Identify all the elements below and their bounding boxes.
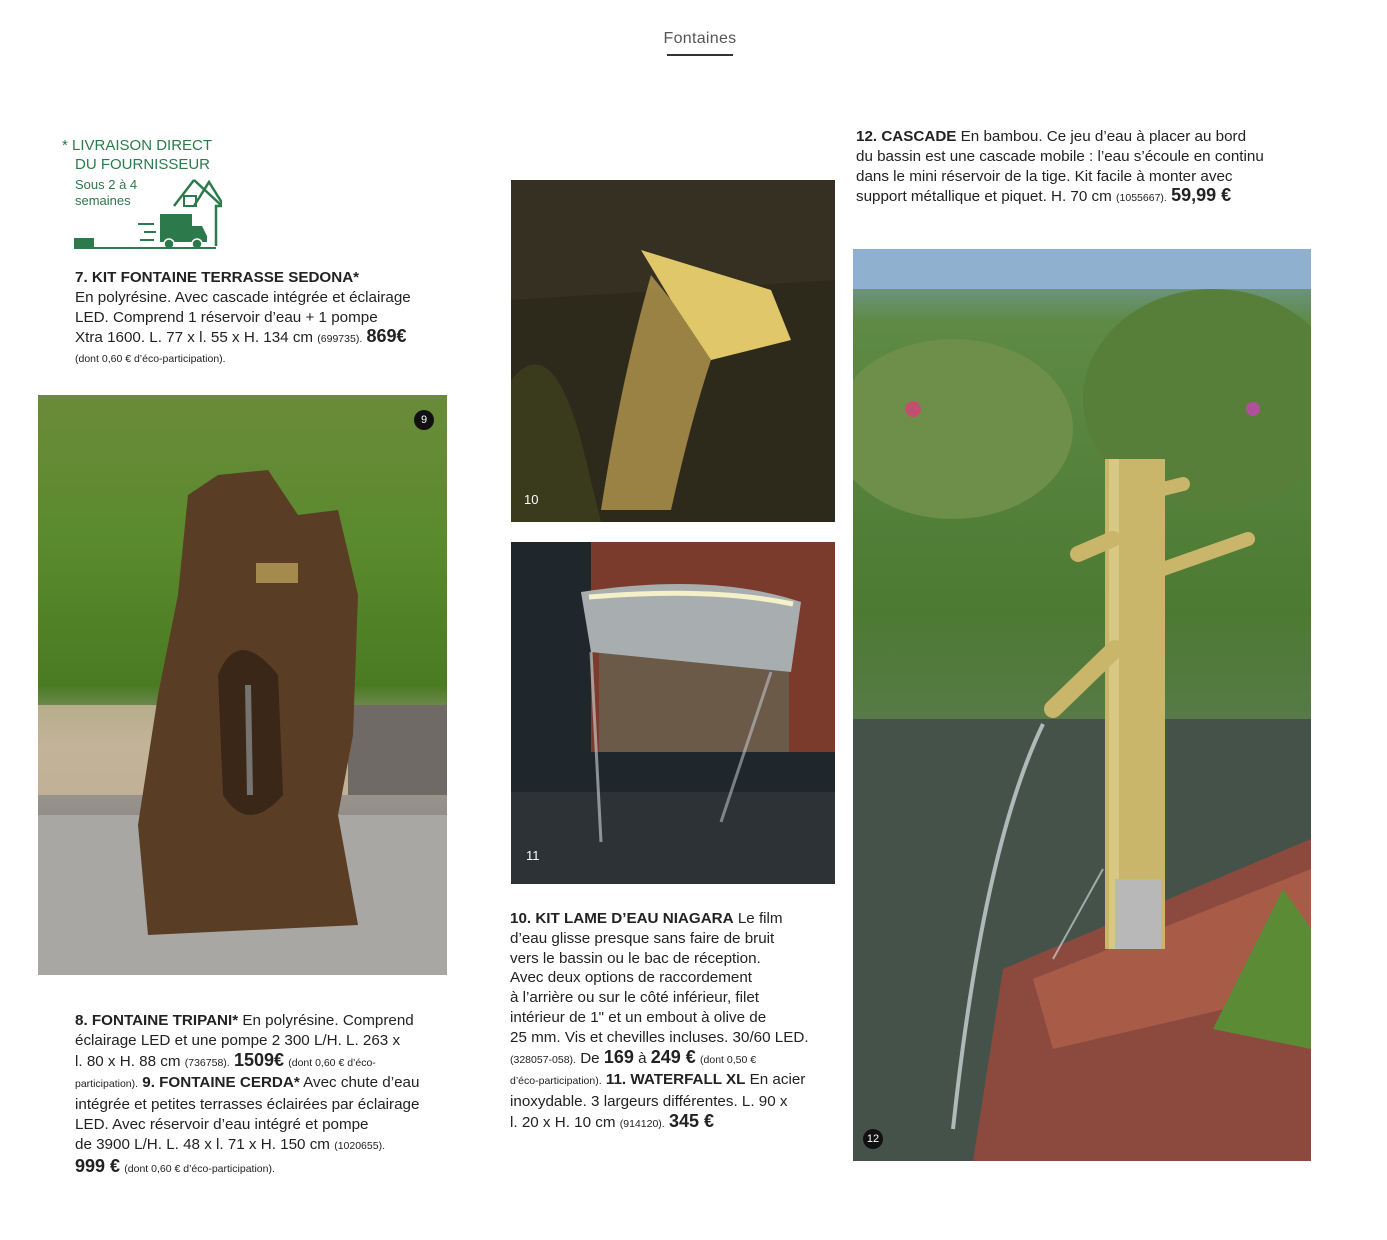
- product-10-price-to: 249 €: [650, 1046, 696, 1067]
- product-8-description: [75, 1011, 475, 1179]
- product-9-ref: (1020655).: [334, 1139, 385, 1152]
- product-12-title: 12. CASCADE: [856, 128, 957, 145]
- photo-number-badge: 12: [863, 1129, 883, 1149]
- product-9-price: 999 €: [75, 1155, 121, 1176]
- product-8-line: éclairage LED et une pompe 2 300 L/H. L. 263 x: [75, 1031, 401, 1049]
- product-8-ref: (736758).: [184, 1056, 230, 1069]
- product-10-line: Le film: [733, 910, 783, 927]
- product-9-line: de 3900 L/H. L. 48 x l. 71 x H. 150 cm: [75, 1135, 330, 1153]
- product-10-line: Avec deux options de raccordement: [510, 969, 753, 987]
- product-12-description: [856, 127, 1296, 209]
- product-8-title: 8. FONTAINE TRIPANI*: [75, 1012, 239, 1029]
- product-7-line: Xtra 1600. L. 77 x l. 55 x H. 134 cm: [75, 329, 314, 347]
- product-11-line: l. 20 x H. 10 cm: [510, 1113, 616, 1131]
- product-12-ref: (1055667).: [1116, 192, 1167, 205]
- product-8-price: 1509€: [233, 1049, 284, 1070]
- photo-11: [511, 542, 835, 884]
- product-10-description: [510, 909, 840, 1135]
- product-10-ref: (328057-058).: [510, 1053, 576, 1066]
- product-7-price: 869€: [366, 326, 407, 347]
- product-11-line: En acier: [745, 1071, 806, 1089]
- product-11-title: 11. WATERFALL XL: [605, 1071, 746, 1089]
- product-7-line: En polyrésine. Avec cascade intégrée et éclairage: [75, 288, 411, 306]
- product-7-ref: (699735).: [317, 333, 363, 346]
- product-9-line: Avec chute d’eau: [299, 1074, 420, 1092]
- delivery-badge-line1: * LIVRAISON DIRECT: [62, 137, 213, 154]
- photo-10: [511, 180, 835, 522]
- product-12-line: dans le mini réservoir de la tige. Kit facile à monter avec: [856, 167, 1233, 185]
- product-11-price: 345 €: [668, 1110, 714, 1131]
- price-to-label: à: [633, 1049, 651, 1067]
- product-7-eco: (dont 0,60 € d’éco-participation).: [75, 353, 226, 366]
- delivery-badge-line4: semaines: [75, 193, 131, 208]
- delivery-badge-line3: Sous 2 à 4: [75, 177, 138, 192]
- product-11-ref: (914120).: [619, 1117, 665, 1130]
- price-from-label: De: [575, 1049, 604, 1067]
- product-8-line: En polyrésine. Comprend: [238, 1012, 414, 1029]
- product-10-line: d’eau glisse presque sans faire de bruit: [510, 929, 775, 947]
- photo-12: [853, 249, 1311, 1161]
- product-9-eco: (dont 0,60 € d’éco-participation).: [124, 1162, 275, 1175]
- product-12-line: En bambou. Ce jeu d’eau à placer au bord: [956, 128, 1247, 145]
- product-8-eco: participation).: [75, 1078, 139, 1091]
- product-7-title: 7. KIT FONTAINE TERRASSE SEDONA*: [75, 269, 360, 286]
- product-10-eco: (dont 0,50 €: [700, 1053, 757, 1066]
- product-12-price: 59,99 €: [1171, 185, 1232, 206]
- product-10-line: 25 mm. Vis et chevilles incluses. 30/60 LED.: [510, 1028, 809, 1046]
- product-8-line: l. 80 x H. 88 cm: [75, 1052, 181, 1070]
- product-9-title: 9. FONTAINE CERDA*: [142, 1074, 300, 1092]
- page-title: Fontaines: [663, 30, 737, 47]
- photo-9: [38, 395, 447, 975]
- product-12-line: du bassin est une cascade mobile : l’eau s’écoule en continu: [856, 147, 1264, 165]
- product-11-line: inoxydable. 3 largeurs différentes. L. 90 x: [510, 1093, 788, 1111]
- product-7-description: [75, 268, 455, 370]
- product-10-eco: d’éco-participation).: [510, 1075, 602, 1088]
- photo-number-label: 10: [524, 492, 539, 507]
- product-8-eco: (dont 0,60 € d’éco-: [288, 1056, 376, 1069]
- photo-number-label: 11: [526, 848, 540, 863]
- photo-number-badge: 9: [414, 410, 434, 430]
- product-10-line: vers le bassin ou le bac de réception.: [510, 949, 761, 967]
- product-7-line: LED. Comprend 1 réservoir d’eau + 1 pompe: [75, 308, 378, 326]
- product-10-price-from: 169: [603, 1046, 634, 1067]
- house-truck-icon: [74, 176, 222, 252]
- product-9-line: intégrée et petites terrasses éclairées par éclairage: [75, 1096, 420, 1114]
- product-10-title: 10. KIT LAME D’EAU NIAGARA: [510, 910, 734, 927]
- delivery-badge-line2: DU FOURNISSEUR: [75, 156, 211, 173]
- product-12-line: support métallique et piquet. H. 70 cm: [856, 188, 1112, 206]
- product-9-line: LED. Avec réservoir d’eau intégré et pompe: [75, 1115, 369, 1133]
- title-underline: [667, 54, 733, 56]
- product-10-line: à l’arrière ou sur le côté inférieur, filet: [510, 989, 760, 1007]
- product-10-line: intérieur de 1" et un embout à olive de: [510, 1008, 767, 1026]
